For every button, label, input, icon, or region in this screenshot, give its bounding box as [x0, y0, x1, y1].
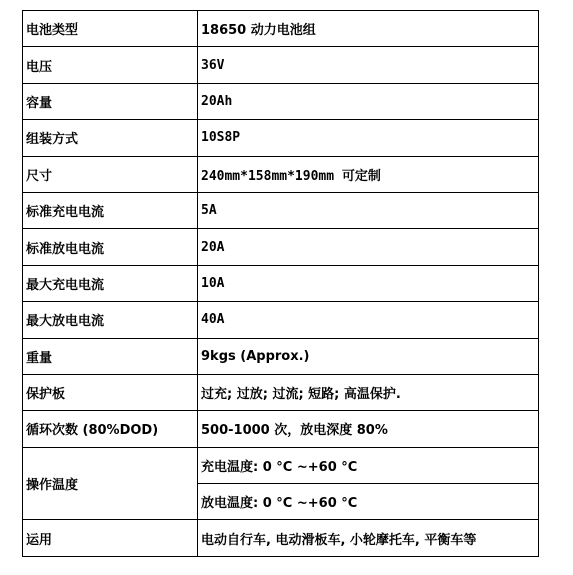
spec-value: 240mm*158mm*190mm 可定制	[198, 156, 539, 192]
spec-value: 电动自行车, 电动滑板车, 小轮摩托车, 平衡车等	[198, 520, 539, 556]
spec-label: 循环次数 (80%DOD)	[23, 411, 198, 447]
spec-label: 容量	[23, 83, 198, 119]
table-row	[23, 120, 539, 156]
spec-label: 电压	[23, 47, 198, 83]
spec-value: 20A	[198, 229, 539, 265]
spec-label: 最大放电电流	[23, 302, 198, 338]
table-row	[23, 447, 539, 483]
table-row	[23, 338, 539, 374]
table-row	[23, 192, 539, 228]
spec-label: 标准充电电流	[23, 192, 198, 228]
spec-value: 5A	[198, 192, 539, 228]
spec-value: 过充; 过放; 过流; 短路; 高温保护.	[198, 374, 539, 410]
spec-label: 组装方式	[23, 120, 198, 156]
table-row	[23, 411, 539, 447]
table-row	[23, 265, 539, 301]
table-row	[23, 11, 539, 47]
table-row	[23, 156, 539, 192]
table-row	[23, 374, 539, 410]
spec-value: 充电温度: 0 °C ~+60 °C	[198, 447, 539, 483]
table-row	[23, 302, 539, 338]
spec-label: 电池类型	[23, 11, 198, 47]
spec-value: 放电温度: 0 °C ~+60 °C	[198, 484, 539, 520]
spec-label: 保护板	[23, 374, 198, 410]
spec-label: 标准放电电流	[23, 229, 198, 265]
spec-value: 20Ah	[198, 83, 539, 119]
table-row	[23, 83, 539, 119]
spec-value: 10A	[198, 265, 539, 301]
spec-value: 36V	[198, 47, 539, 83]
spec-label: 重量	[23, 338, 198, 374]
spec-label: 操作温度	[23, 447, 198, 520]
spec-value: 40A	[198, 302, 539, 338]
battery-spec-table	[22, 10, 539, 557]
spec-value: 10S8P	[198, 120, 539, 156]
spec-value: 500-1000 次，放电深度 80%	[198, 411, 539, 447]
table-row	[23, 47, 539, 83]
table-row	[23, 520, 539, 556]
spec-label: 尺寸	[23, 156, 198, 192]
table-row	[23, 229, 539, 265]
spec-label: 最大充电电流	[23, 265, 198, 301]
spec-label: 运用	[23, 520, 198, 556]
spec-value: 18650 动力电池组	[198, 11, 539, 47]
spec-value: 9kgs (Approx.)	[198, 338, 539, 374]
